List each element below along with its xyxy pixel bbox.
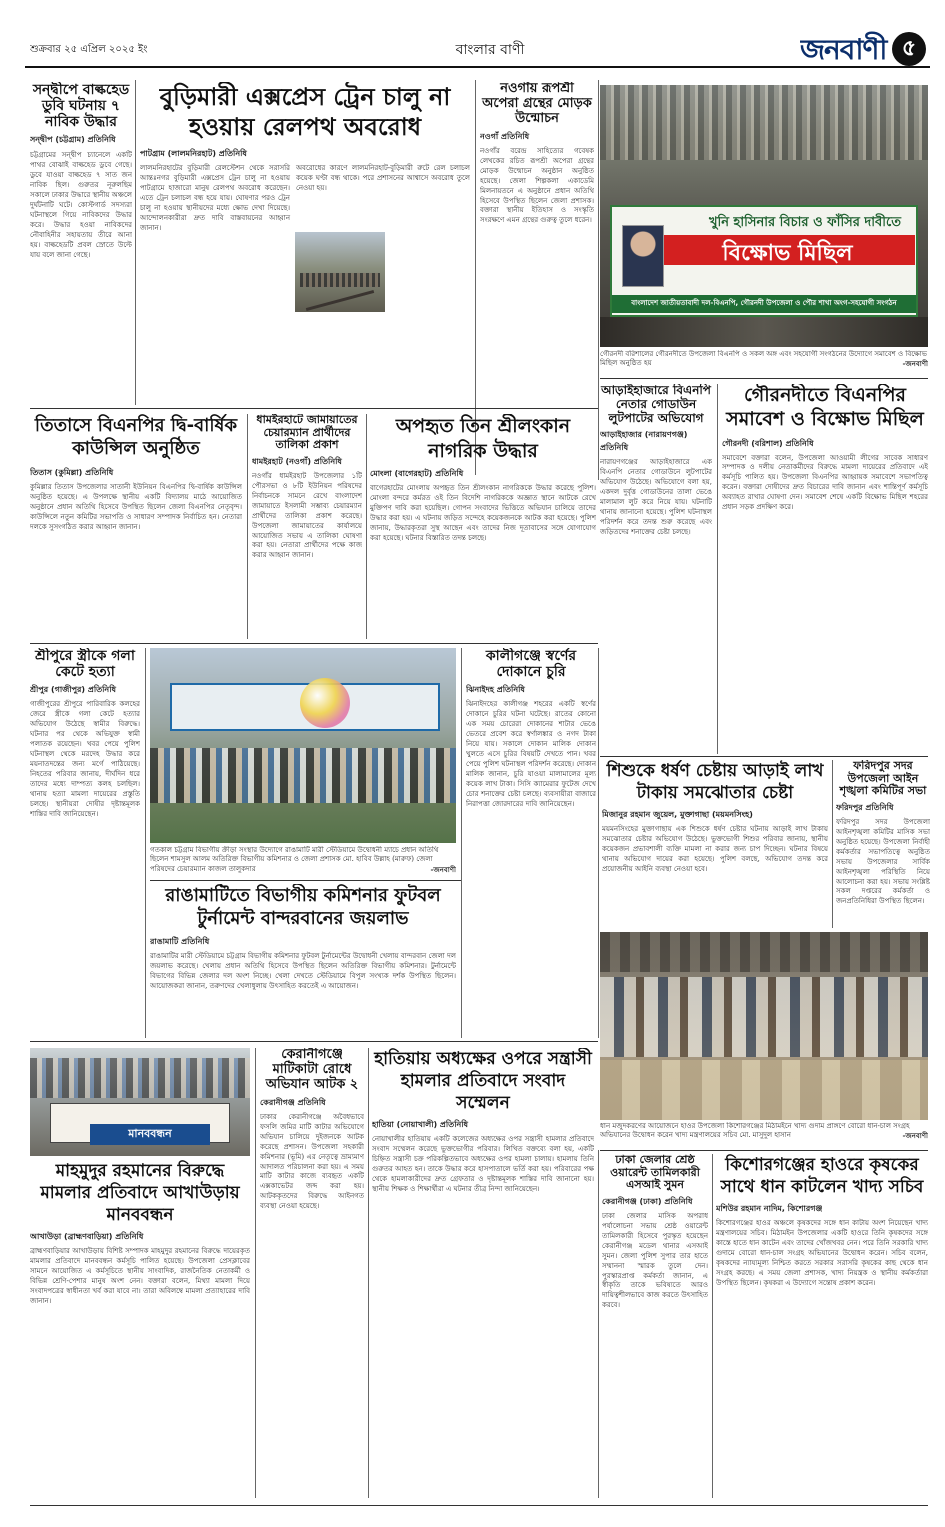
stadium-opening-photo: [150, 648, 456, 843]
column-divider: [712, 1154, 713, 1498]
dateline: গৌরনদী (বরিশাল) প্রতিনিধি: [722, 438, 814, 448]
article-body: ঢাকার কেরানীগঞ্জে অবৈধভাবে ফসলি জমির মাটি কাটার অভিযোগে অভিযান চালিয়ে দুইজনকে আটক করেছে প্রশাসন। উপজেলা সহকারী কমিশনার (ভূমি) এর নেতৃত্বে ভ্রাম্যমাণ আদালত পরিচালনা করা হয়। এ সময় মাটি কাটার কাজে ব্যবহৃত একটি এক্সকাভেটর জব্দ করা হয়। আটককৃতদের বিরুদ্ধে আইনগত ব্যবস্থা নেওয়া হয়েছে।: [260, 1112, 364, 1211]
column-divider: [832, 760, 833, 928]
article-body: চট্টগ্রামের সন্দ্বীপ চ্যানেলে একটি পাথর বোঝাই বাল্কহেড ডুবে গেছে। ডুবে যাওয়া বাল্কহেড ৭ সাত জন নাবিক ছিল। গুরুতর নূরুলছিম সকালে ঢাকার উদ্ধারে স্থানীয় অঞ্চলে দুর্ঘটনাটি ঘটে। কোস্টগার্ড সদস্যরা ঘটনাস্থলে গিয়ে নাবিকদের উদ্ধার করে। উদ্ধার হওয়া নাবিকদের নৌবাহিনীর সহায়তায় তীরে আনা হয়। বাল্কহেডটি প্রবল স্রোতে উল্টে যায় বলে জানা গেছে।: [30, 151, 132, 259]
section-name: বাংলার বাণী: [455, 42, 525, 58]
banner-organization: বাংলাদেশ জাতীয়তাবাদী দল-বিএনপি, গৌরনদী উপজেলা ও পৌর শাখা অংগ-সহযোগী সংগঠন: [631, 299, 897, 307]
headline: নওগাঁয় রূপশ্রী অপেরা গ্রন্থের মোড়ক উন্মোচন: [482, 82, 592, 126]
article-body: সমাবেশে বক্তারা বলেন, উপজেলা আওয়ামী লীগের সাবেক সাধারণ সম্পাদক ও দলীয় নেতাকর্মীদের বিরুদ্ধে মামলা দায়েরের প্রতিবাদে এই কর্মসূচি পালিত হয়। উপজেলা বিএনপির আহ্বায়ক সমাবেশে সভাপতিত্ব করেন। বক্তারা দোষীদের দ্রুত বিচারের দাবি জানান এবং শান্তিপূর্ণ কর্মসূচি অব্যাহত রাখার ঘোষণা দেন। সমাবেশ শেষে একটি বিক্ষোভ মিছিল শহরের প্রধান সড়ক প্রদক্ষিণ করে।: [722, 453, 928, 512]
article-body: নওগাঁর ধামইরহাট উপজেলার ১টি পৌরসভা ও ৮টি ইউনিয়ন পরিষদের নির্বাচনকে সামনে রেখে বাংলাদেশ জামায়াতে ইসলামী সম্ভাব্য চেয়ারম্যান প্রার্থীদের তালিকা প্রকাশ করেছে। উপজেলা জামায়াতের কার্যালয়ে আয়োজিত সভায় এ তালিকা ঘোষণা করা হয়। নেতারা প্রার্থীদের পক্ষে কাজ করার আহ্বান জানান।: [252, 471, 362, 560]
article-kishoreganj: [716, 1154, 928, 1498]
headline: তিতাসে বিএনপির দ্বি-বার্ষিক কাউন্সিল অনুষ্ঠিত: [34, 415, 238, 460]
headline: কেরানীগঞ্জে মাটিকাটা রোধে অভিযান আটক ২: [265, 1048, 359, 1092]
article-kaliganj: [466, 648, 596, 1038]
column-divider: [255, 1048, 256, 1498]
dateline: হাতিয়া (নোয়াখালী) প্রতিনিধি: [372, 1120, 469, 1130]
food-photo-caption: ধান মজুদকরণের আয়োজনে হাওর উপজেলা কিশোরগঞ্জের মিঠামইনে খাদ্য গুদাম প্রাঙ্গণে বোরো ধান-চাল সংগ্রহ অভিযানের উদ্বোধন করেন খাদ্য মন্ত্রণালয়ের সচিব মো. মাসুদুল হাসান -জনবাণী: [600, 1122, 928, 1141]
gournadi-photo-caption: গৌরনদী বরিশালের গৌরনদীতে উপজেলা বিএনপি ও সকল অঙ্গ এবং সহযোগী সংগঠনের উদ্যোগে সমাবেশ ও বিক্ষোভ মিছিল অনুষ্ঠিত হয় -জনবাণী: [600, 350, 928, 369]
column-divider: [368, 1048, 369, 1498]
rule: [600, 756, 928, 757]
rule: [150, 880, 461, 881]
article-body: লালমনিরহাটের বুড়িমারী রেলস্টেশন থেকে সরাসরি আন্তঃনগর বুড়িমারী এক্সপ্রেস ট্রেন চালু না হওয়ায় পাটগ্রামে হাজারো মানুষ রেলপথ অবরোধ করেছেন। এতে ট্রেন চলাচল বন্ধ হয়ে যায়। ঘোষণার পরও ট্রেন চালু না হওয়ায় স্থানীয়দের মধ্যে ক্ষোভ দেখা দিয়েছে। আন্দোলনকারীরা দ্রুত দাবি বাস্তবায়নের আহ্বান জানান।: [140, 164, 290, 232]
column-divider: [598, 80, 599, 480]
dateline: পাটগ্রাম (লালমনিরহাট) প্রতিনিধি: [140, 149, 247, 158]
masthead-rule: [25, 66, 930, 68]
photo-credit: -জনবাণী: [902, 359, 928, 369]
dateline: শ্রীপুর (গাজীপুর) প্রতিনিধি: [30, 685, 116, 695]
dateline: কেরানীগঞ্জ প্রতিনিধি: [260, 1097, 326, 1107]
article-body: কিশোরগঞ্জের হাওর অঞ্চলে কৃষকদের সঙ্গে ধান কাটায় অংশ নিয়েছেন খাদ্য মন্ত্রণালয়ের সচিব। মিঠামইন উপজেলার একটি হাওরে তিনি কৃষকদের সঙ্গে কাস্তে হাতে ধান কাটেন এবং তাদের খোঁজখবর নেন। পরে তিনি সরকারি খাদ্য গুদামে বোরো ধান-চাল সংগ্রহ অভিযানের উদ্বোধন করেন। সচিব বলেন, কৃষকদের ন্যায্যমূল্য নিশ্চিত করতে সরকার সরাসরি কৃষকের কাছ থেকে ধান সংগ্রহ করছে। এ সময় জেলা প্রশাসক, খাদ্য নিয়ন্ত্রক ও স্থানীয় কর্মকর্তারা উপস্থিত ছিলেন। কৃষকরা এ উদ্যোগে সন্তোষ প্রকাশ করেন।: [716, 1219, 928, 1287]
headline: ফরিদপুর সদর উপজেলা আইন শৃঙ্খলা কমিটির সভা: [839, 760, 927, 798]
article-faridpur: [836, 760, 930, 928]
column-divider: [135, 80, 136, 405]
dateline: ধামইরহাট (নওগাঁ) প্রতিনিধি: [252, 456, 342, 466]
railway-protest-photo: [295, 232, 385, 312]
article-body: গাজীপুরের শ্রীপুরে পারিবারিক কলহের জেরে স্ত্রীকে গলা কেটে হত্যার অভিযোগ উঠেছে স্বামীর বিরুদ্ধে। ঘটনার পর থেকে অভিযুক্ত স্বামী পলাতক রয়েছেন। খবর পেয়ে পুলিশ ঘটনাস্থল থেকে মরদেহ উদ্ধার করে ময়নাতদন্তের জন্য মর্গে পাঠিয়েছে। নিহতের পরিবার জানায়, দীর্ঘদিন ধরে তাদের মধ্যে দাম্পত্য কলহ চলছিল। থানায় হত্যা মামলা দায়েরের প্রস্তুতি চলছে। স্থানীয়রা দোষীর দৃষ্টান্তমূলক শাস্তির দাবি জানিয়েছেন।: [30, 700, 140, 818]
dateline: মশিউর রহমান নাদিম, কিশোরগঞ্জ: [716, 1204, 823, 1214]
headline: কালীগঞ্জে স্বর্ণের দোকানে চুরি: [485, 648, 577, 681]
article-srilanka: [370, 414, 596, 640]
rule: [30, 1041, 598, 1042]
headline: অপহৃত তিন শ্রীলংকান নাগরিক উদ্ধার: [395, 415, 571, 462]
column-divider: [598, 1150, 599, 1498]
headline: শিশুকে ধর্ষণ চেষ্টায় আড়াই লাখ টাকায় সমঝোতার চেষ্টা: [606, 761, 824, 804]
article-sreepur: [30, 648, 140, 1038]
article-titas: [30, 414, 242, 640]
dateline: রাঙামাটি প্রতিনিধি: [150, 936, 210, 946]
dateline: কেরানীগঞ্জ (ঢাকা) প্রতিনিধি: [602, 1196, 693, 1206]
headline: কিশোরগঞ্জের হাওরে কৃষকের সাথে ধান কাটলেন খাদ্য সচিব: [720, 1155, 924, 1198]
article-body: নোয়াখালীর হাতিয়ায় একটি কলেজের অধ্যক্ষের ওপর সন্ত্রাসী হামলার প্রতিবাদে সংবাদ সম্মেলন করেছে ভুক্তভোগীর পরিবার। লিখিত বক্তব্যে বলা হয়, একটি চিহ্নিত সন্ত্রাসী চক্র পরিকল্পিতভাবে অধ্যক্ষের ওপর হামলা চালায়। হামলায় তিনি গুরুতর আহত হন। তাকে উদ্ধার করে হাসপাতালে ভর্তি করা হয়। পরিবারের পক্ষ থেকে হামলাকারীদের দ্রুত গ্রেফতার ও দৃষ্টান্তমূলক শাস্তির দাবি জানানো হয়। স্থানীয় শিক্ষক ও শিক্ষার্থীরা এ ঘটনার তীব্র নিন্দা জানিয়েছেন।: [372, 1135, 594, 1193]
leader-portrait: [622, 225, 664, 287]
dateline: মোংলা (বাগেরহাট) প্রতিনিধি: [370, 469, 464, 479]
rule: [30, 408, 598, 409]
article-mahmudur: [30, 1160, 250, 1500]
article-body: ময়মনসিংহের মুক্তাগাছায় এক শিশুকে ধর্ষণ চেষ্টার ঘটনায় আড়াই লাখ টাকায় সমঝোতার চেষ্টার অভিযোগ উঠেছে। ভুক্তভোগী শিশুর পরিবার জানায়, স্থানীয় কয়েকজন প্রভাবশালী ব্যক্তি মামলা না করার জন্য চাপ দিচ্ছেন। ঘটনার বিষয়ে থানায় অভিযোগ দায়ের করা হয়েছে। পুলিশ বলছে, অভিযোগ তদন্ত করে প্রয়োজনীয় আইনি ব্যবস্থা নেওয়া হবে।: [602, 825, 828, 873]
article-body: বাগেরহাটের মোংলায় অপহৃত তিন শ্রীলংকান নাগরিককে উদ্ধার করেছে পুলিশ। মোংলা বন্দরে কর্মরত ওই তিন বিদেশি নাগরিককে অজ্ঞাত স্থানে আটকে রেখে মুক্তিপণ দাবি করা হয়েছিল। গোপন সংবাদের ভিত্তিতে অভিযান চালিয়ে তাদের উদ্ধার করা হয়। এ ঘটনায় জড়িত সন্দেহে কয়েকজনকে আটক করা হয়েছে। পুলিশ জানায়, উদ্ধারকৃতরা সুস্থ আছেন এবং তাদের নিজ দূতাবাসের সঙ্গে যোগাযোগ করা হয়েছে। ঘটনার বিস্তারিত তদন্ত চলছে।: [370, 484, 596, 543]
article-body: নারায়ণগঞ্জের আড়াইহাজারে এক বিএনপি নেতার গোডাউনে লুটপাটের অভিযোগ উঠেছে। অভিযোগে বলা হয়, একদল দুর্বৃত্ত গোডাউনের তালা ভেঙে মালামাল লুট করে নিয়ে যায়। ঘটনাটি থানায় জানানো হয়েছে। পুলিশ ঘটনাস্থল পরিদর্শন করে তদন্ত শুরু করেছে এবং জড়িতদের শনাক্তের চেষ্টা চলছে।: [600, 458, 712, 536]
column-divider: [247, 414, 248, 639]
column-divider: [717, 384, 718, 754]
article-body: ঝিনাইদহের কালীগঞ্জ শহরের একটি স্বর্ণের দোকানে চুরির ঘটনা ঘটেছে। রাতের কোনো এক সময় চোরেরা দোকানের শাটার ভেঙে ভেতরে প্রবেশ করে স্বর্ণালঙ্কার ও নগদ টাকা নিয়ে যায়। সকালে দোকান মালিক দোকান খুলতে এসে চুরির বিষয়টি দেখতে পান। খবর পেয়ে পুলিশ ঘটনাস্থল পরিদর্শন করেছে। দোকান মালিক জানান, চুরি যাওয়া মালামালের মূল্য কয়েক লাখ টাকা। সিসি ক্যামেরার ফুটেজ দেখে চোর শনাক্তের চেষ্টা চলছে। ব্যবসায়ীরা বাজারে নিরাপত্তা জোরদারের দাবি জানিয়েছেন।: [466, 700, 596, 808]
page-bottom-rule: [30, 1505, 928, 1506]
column-divider: [366, 414, 367, 639]
article-body: ফরিদপুর সদর উপজেলা আইনশৃঙ্খলা কমিটির মাসিক সভা অনুষ্ঠিত হয়েছে। উপজেলা নির্বাহী কর্মকর্তার সভাপতিত্বে অনুষ্ঠিত সভায় উপজেলার সার্বিক আইনশৃঙ্খলা পরিস্থিতি নিয়ে আলোচনা করা হয়। সভায় সংশ্লিষ্ট সকল দপ্তরের কর্মকর্তা ও জনপ্রতিনিধিরা উপস্থিত ছিলেন।: [836, 817, 930, 906]
article-muktagacha: [602, 760, 828, 928]
stadium-photo-caption: গতকাল চট্টগ্রাম বিভাগীয় ক্রীড়া সংস্থার উদ্যোগে রাঙামাটি মারী স্টেডিয়ামে উদ্বোধনী ম্যাচে প্রধান অতিথি ছিলেন শামসুল আলম অতিরিক্ত বিভাগীয় কমিশনার ও জেলা প্রশাসক মো. হাবিব উল্লাহ (মারুফ) জেলা পরিষদের চেয়ারম্যান কাজল তালুকদার -জনবাণী: [150, 846, 456, 874]
headline: ধামইরহাটে জামায়াতের চেয়ারম্যান প্রার্থীদের তালিকা প্রকাশ: [256, 414, 358, 452]
article-body: কুমিল্লার তিতাস উপজেলার সাতানী ইউনিয়ন বিএনপির দ্বি-বার্ষিক কাউন্সিল অনুষ্ঠিত হয়েছে। এ উপলক্ষে স্থানীয় একটি বিদ্যালয় মাঠে আয়োজিত অনুষ্ঠানে প্রধান অতিথি হিসেবে উপস্থিত ছিলেন জেলা বিএনপির নেতৃবৃন্দ। কাউন্সিলে নতুন কমিটির সভাপতি ও সাধারণ সম্পাদক নির্বাচিত হন। নেতারা দলকে সুসংগঠিত করার আহ্বান জানান।: [30, 482, 242, 531]
human-chain-photo: [30, 1048, 250, 1156]
rule: [30, 643, 598, 644]
headline: শ্রীপুরে স্ত্রীকে গলা কেটে হত্যা: [35, 648, 135, 681]
article-dhaka-warrant: [602, 1154, 708, 1498]
headline: আড়াইহাজারে বিএনপি নেতার গোডাউন লুটপাটের অভিযোগ: [601, 384, 711, 425]
column-divider: [598, 648, 599, 1038]
banner-title: বিক্ষোভ মিছিল: [722, 241, 853, 266]
headline: মাহমুদুর রহমানের বিরুদ্ধে মামলার প্রতিবাদে আখাউড়ায় মানববন্ধন: [40, 1161, 240, 1226]
banner-slogan: খুনি হাসিনার বিচার ও ফাঁসির দাবীতে: [709, 215, 901, 230]
article-sandwip: [30, 82, 132, 404]
dateline: মিজানুর রহমান জুয়েল, মুক্তাগাছা (ময়মনসিংহ): [602, 810, 753, 820]
article-gournadi: [722, 384, 928, 634]
gournadi-rally-photo: [600, 85, 928, 347]
article-body: ব্রাহ্মণবাড়িয়ার আখাউড়ায় বিশিষ্ট সম্পাদক মাহমুদুর রহমানের বিরুদ্ধে দায়েরকৃত মামলার প্রতিবাদে মানববন্ধন কর্মসূচি পালিত হয়েছে। উপজেলা প্রেসক্লাবের সামনে আয়োজিত এ কর্মসূচিতে স্থানীয় সাংবাদিক, রাজনৈতিক নেতাকর্মী ও বিভিন্ন শ্রেণি-পেশার মানুষ অংশ নেন। বক্তারা বলেন, মিথ্যা মামলা দিয়ে সংবাদপত্রের স্বাধীনতা খর্ব করা যাবে না। তারা অবিলম্বে মামলা প্রত্যাহারের দাবি জানান।: [30, 1247, 250, 1305]
photo-credit: -জনবাণী: [430, 864, 456, 874]
page-number: ৫: [892, 32, 926, 66]
dateline: ঝিনাইদহ প্রতিনিধি: [466, 685, 525, 695]
dateline: আখাউড়া (ব্রাহ্মণবাড়িয়া) প্রতিনিধি: [30, 1232, 144, 1242]
rule: [600, 1150, 928, 1151]
masthead: [0, 0, 945, 72]
article-keraniganj: [260, 1048, 364, 1498]
article-hatiya: [372, 1048, 594, 1498]
rule: [600, 378, 928, 379]
article-body: নওগাঁর বরেন্দ্র সাহিত্যের গবেষক লেখকের রচিত রূপশ্রী অপেরা গ্রন্থের মোড়ক উন্মোচন অনুষ্ঠান অনুষ্ঠিত হয়েছে। জেলা শিল্পকলা একাডেমি মিলনায়তনে এ অনুষ্ঠানে প্রধান অতিথি হিসেবে উপস্থিত ছিলেন জেলা প্রশাসক। বক্তারা স্থানীয় ইতিহাস ও সংস্কৃতি সংরক্ষণে এমন গ্রন্থের গুরুত্ব তুলে ধরেন।: [480, 146, 594, 225]
headline: গৌরনদীতে বিএনপির সমাবেশ ও বিক্ষোভ মিছিল: [726, 384, 924, 430]
newspaper-logo: জনবাণী: [800, 33, 887, 66]
dateline: নওগাঁ প্রতিনিধি: [480, 131, 530, 141]
article-dhamoirhat: [252, 414, 362, 640]
issue-date: শুক্রবার ২৫ এপ্রিল ২০২৫ ইং: [30, 44, 148, 55]
headline: রাঙামাটিতে বিভাগীয় কমিশনার ফুটবল টুর্নামেন্ট বান্দরবানের জয়লাভ: [165, 885, 441, 930]
dateline: সন্দ্বীপ (চট্টগ্রাম) প্রতিনিধি: [30, 135, 116, 145]
article-araihazar: [600, 384, 712, 756]
headline: বুড়িমারী এক্সপ্রেস ট্রেন চালু না হওয়ায় রেলপথ অবরোধ: [159, 83, 451, 141]
human-chain-banner: মানববন্ধন: [90, 1124, 210, 1145]
headline: সন্দ্বীপে বাল্কহেড ডুবি ঘটনায় ৭ নাবিক উদ্ধার: [32, 82, 130, 131]
column-divider: [145, 648, 146, 1038]
rice-procurement-photo: [600, 932, 928, 1120]
headline: ঢাকা জেলার শ্রেষ্ঠ ওয়ারেন্ট তামিলকারী এসআই সুমন: [610, 1154, 700, 1192]
photo-credit: -জনবাণী: [902, 1131, 928, 1141]
article-body: ঢাকা জেলার মাসিক অপরাধ পর্যালোচনা সভায় শ্রেষ্ঠ ওয়ারেন্ট তামিলকারী হিসেবে পুরস্কৃত হয়েছেন কেরানীগঞ্জ মডেল থানার এসআই সুমন। জেলা পুলিশ সুপার তার হাতে সম্মাননা স্মারক তুলে দেন। পুরস্কারপ্রাপ্ত কর্মকর্তা জানান, এ স্বীকৃতি তাকে ভবিষ্যতে আরও দায়িত্বশীলভাবে কাজ করতে উৎসাহিত করবে।: [602, 1211, 708, 1310]
column-divider: [461, 648, 462, 1038]
article-body: রাঙামাটির মারী স্টেডিয়ামে চট্টগ্রাম বিভাগীয় কমিশনার ফুটবল টুর্নামেন্টের উদ্বোধনী খেলায় বান্দরবান জেলা দল জয়লাভ করেছে। খেলায় প্রধান অতিথি হিসেবে উপস্থিত ছিলেন অতিরিক্ত বিভাগীয় কমিশনার। টুর্নামেন্টে বিভাগের বিভিন্ন জেলার দল অংশ নিচ্ছে। খেলা দেখতে স্টেডিয়ামে বিপুল সংখ্যক দর্শক উপস্থিত ছিলেন। আয়োজকরা জানান, তরুণদের খেলাধুলায় উৎসাহিত করতেই এ আয়োজন।: [150, 951, 456, 990]
dateline: তিতাস (কুমিল্লা) প্রতিনিধি: [30, 467, 114, 477]
article-rangamati: [150, 884, 456, 1036]
dateline: ফরিদপুর প্রতিনিধি: [836, 802, 894, 812]
article-body: অবরোধের কারণে লালমনিরহাট-বুড়িমারী রুটে রেল চলাচল কয়েক ঘণ্টা বন্ধ থাকে। পরে প্রশাসনের আশ্বাসে অবরোধ তুলে নেওয়া হয়।: [296, 164, 470, 192]
headline: হাতিয়ায় অধ্যক্ষের ওপরে সন্ত্রাসী হামলার প্রতিবাদে সংবাদ সম্মেলন: [374, 1049, 592, 1114]
dateline: আড়াইহাজার (নারায়ণগঞ্জ) প্রতিনিধি: [600, 430, 688, 453]
